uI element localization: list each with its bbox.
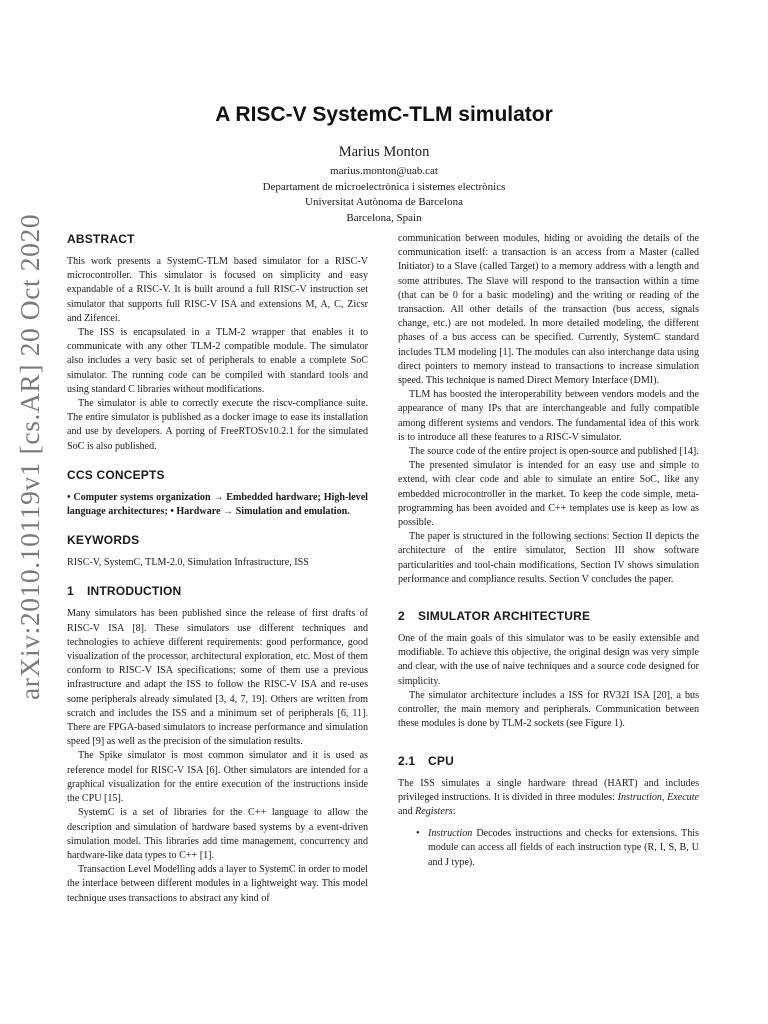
- architecture-paragraph: The simulator architecture includes a ISS for RV32I ISA [20], a bus controller, the main memory and peripherals. Communication between these modules is done by TLM-2 sockets (see Figure 1).: [398, 689, 699, 730]
- section-number: 2.1: [398, 753, 416, 768]
- list-item: [416, 827, 699, 870]
- abstract-heading: ABSTRACT: [67, 232, 135, 246]
- introduction-paragraph: TLM has boosted the interoperability between vendors models and the appearance of many IPs that are interchangeable and fully compatible among different systems and vendors. The fundamental idea of this work is to introduce all these features to a RISC-V simulator.: [398, 389, 699, 443]
- author-block: [150, 144, 618, 226]
- introduction-continuation: communication between modules, hiding or avoiding the details of the communication itself: a transaction is an access from a Master (called Initiator) to a Slave (called Target) to a memory address with a length and some attributes. The Slave will respond to the transaction within a time (that can be 0 for a basic modeling) and the writing or reading of the transaction. All other details of the transaction (bus access, signals change, etc.) are not modeled. In more detailed modeling, the different phases of a bus access can be specified. Currently, SystemC standard includes TLM modeling [1]. The modules can also interchange data using direct pointers to memory instead to transactions to increase simulation speed. This technique is named Direct Memory Interface (DMI).: [398, 233, 699, 387]
- bullet-icon: •: [416, 828, 420, 840]
- separator-text: and: [398, 805, 416, 817]
- ccs-heading: CCS CONCEPTS: [67, 467, 165, 482]
- module-name: Execute: [667, 791, 699, 803]
- abstract-paragraph: The ISS is encapsulated in a TLM-2 wrapper that enables it to communicate with any other TLM-2 compatible module. The simulator also includes a very basic set of peripherals to enable a complete SoC simulator. The running code can be compiled with standard tools and using standard C libraries without modifications.: [67, 327, 368, 395]
- author-university: Universitat Autònoma de Barcelona: [305, 196, 463, 208]
- list-item-term: Instruction: [428, 828, 473, 840]
- author-name: Marius Monton: [338, 144, 430, 160]
- list-item-text: Decodes instructions and checks for extensions. This module can access all fields of each instruction type (R, I, S, B, U and J type).: [428, 828, 699, 868]
- module-name: Instruction: [617, 791, 662, 803]
- paper-title: A RISC-V SystemC-TLM simulator: [215, 103, 553, 126]
- simulator-architecture-heading: [398, 609, 699, 624]
- section-title: INTRODUCTION: [87, 584, 182, 599]
- author-department: Departament de microelectrònica i sistemes electrònics: [262, 180, 506, 193]
- introduction-paragraph: The presented simulator is intended for an easy use and simple to extend, with clear code and able to simulate an entire SoC, like any embedded microcontroller in the market. To keep the code simple, meta-programming has been avoided and C++ templates use is keep as low as possible.: [398, 460, 699, 529]
- cpu-intro-text: The ISS simulates a single hardware thread (HART) and includes privileged instructions. It is divided in three modules:: [398, 777, 699, 803]
- section-number: 2: [398, 609, 405, 624]
- introduction-paragraph: The paper is structured in the following sections: Section II depicts the architecture of the entire simulator, Section III show software particularities and tool-chain modifications, Section IV shows simulation performance and compliance results. Section V concludes the paper.: [398, 531, 699, 585]
- keywords-heading: KEYWORDS: [67, 533, 140, 548]
- separator-text: :: [452, 805, 456, 817]
- right-column: [398, 232, 699, 870]
- cpu-heading: [398, 754, 699, 769]
- introduction-paragraph: The Spike simulator is most common simulator and it is used as reference model for RISC-V ISA [6]. Other simulators are intended for a graphical visualization for the entire execution of the instructions inside the CPU [15].: [67, 750, 368, 805]
- keywords-text: RISC-V, SystemC, TLM-2.0, Simulation Infrastructure, ISS: [67, 557, 309, 569]
- introduction-heading: [67, 584, 368, 599]
- introduction-paragraph: The source code of the entire project is open-source and published [14].: [409, 446, 699, 458]
- section-title: CPU: [428, 753, 454, 768]
- cpu-paragraph: [398, 777, 699, 820]
- introduction-paragraph: Many simulators has been published since the release of first drafts of RISC-V ISA [8]. These simulators use different techniques and technologies to achieve different requirements: good performance, good visualization of the processor, architectural exploration, etc. Most of them conform to RISC-V ISA specifications; some of them use a previous infrastructure and adapt the ISS to follow the RISC-V ISA and re-uses some peripherals already simulated [3, 4, 7, 19]. Others are written from scratch and includes the ISS and a minimum set of peripherals [6, 11]. There are FPGA-based simulators to increase performance and simulation speed [9] as well as the precision of the simulation results.: [67, 608, 368, 748]
- section-title: SIMULATOR ARCHITECTURE: [418, 609, 591, 624]
- module-name: Registers: [415, 805, 453, 817]
- abstract-paragraph: The simulator is able to correctly execute the riscv-compliance suite. The entire simulator is published as a docker image to ease its installation and use by developers. A porting of FreeRTOSv10.2.1 for the simulated SoC is also published.: [67, 398, 368, 452]
- ccs-concepts-text: • Computer systems organization → Embedded hardware; High-level language architectures; • Hardware → Simulation and emulation.: [67, 491, 368, 518]
- abstract-paragraph: This work presents a SystemC-TLM based simulator for a RISC-V microcontroller. This simulator is focused on simplicity and easy expandable of a RISC-V. It is built around a full RISC-V instruction set simulator that supports full RISC-V ISA and extensions M, A, C, Zicsr and Zifencei.: [67, 256, 368, 324]
- author-location: Barcelona, Spain: [346, 211, 422, 224]
- section-number: 1: [67, 584, 74, 599]
- cpu-module-list: [398, 827, 699, 870]
- introduction-paragraph: Transaction Level Modelling adds a layer to SystemC in order to model the interface between different modules in a lightweight way. This model technique uses transactions to abstract any kind of: [67, 864, 368, 904]
- introduction-paragraph: SystemC is a set of libraries for the C++ language to allow the description and simulation of hardware based systems by a event-driven simulation model. This libraries add time management, concurrency and hardware-like data types to C++ [1].: [67, 807, 368, 861]
- separator-text: ,: [661, 791, 668, 803]
- author-email: marius.monton@uab.cat: [330, 165, 438, 177]
- architecture-paragraph: One of the main goals of this simulator was to be easily extensible and modifiable. To achieve this objective, the original design was very simple and clear, with the use of naive techniques and a source code designed for simplicity.: [398, 633, 699, 687]
- left-column: [67, 232, 368, 906]
- arxiv-identifier: arXiv:2010.10119v1 [cs.AR] 20 Oct 2020: [14, 213, 45, 700]
